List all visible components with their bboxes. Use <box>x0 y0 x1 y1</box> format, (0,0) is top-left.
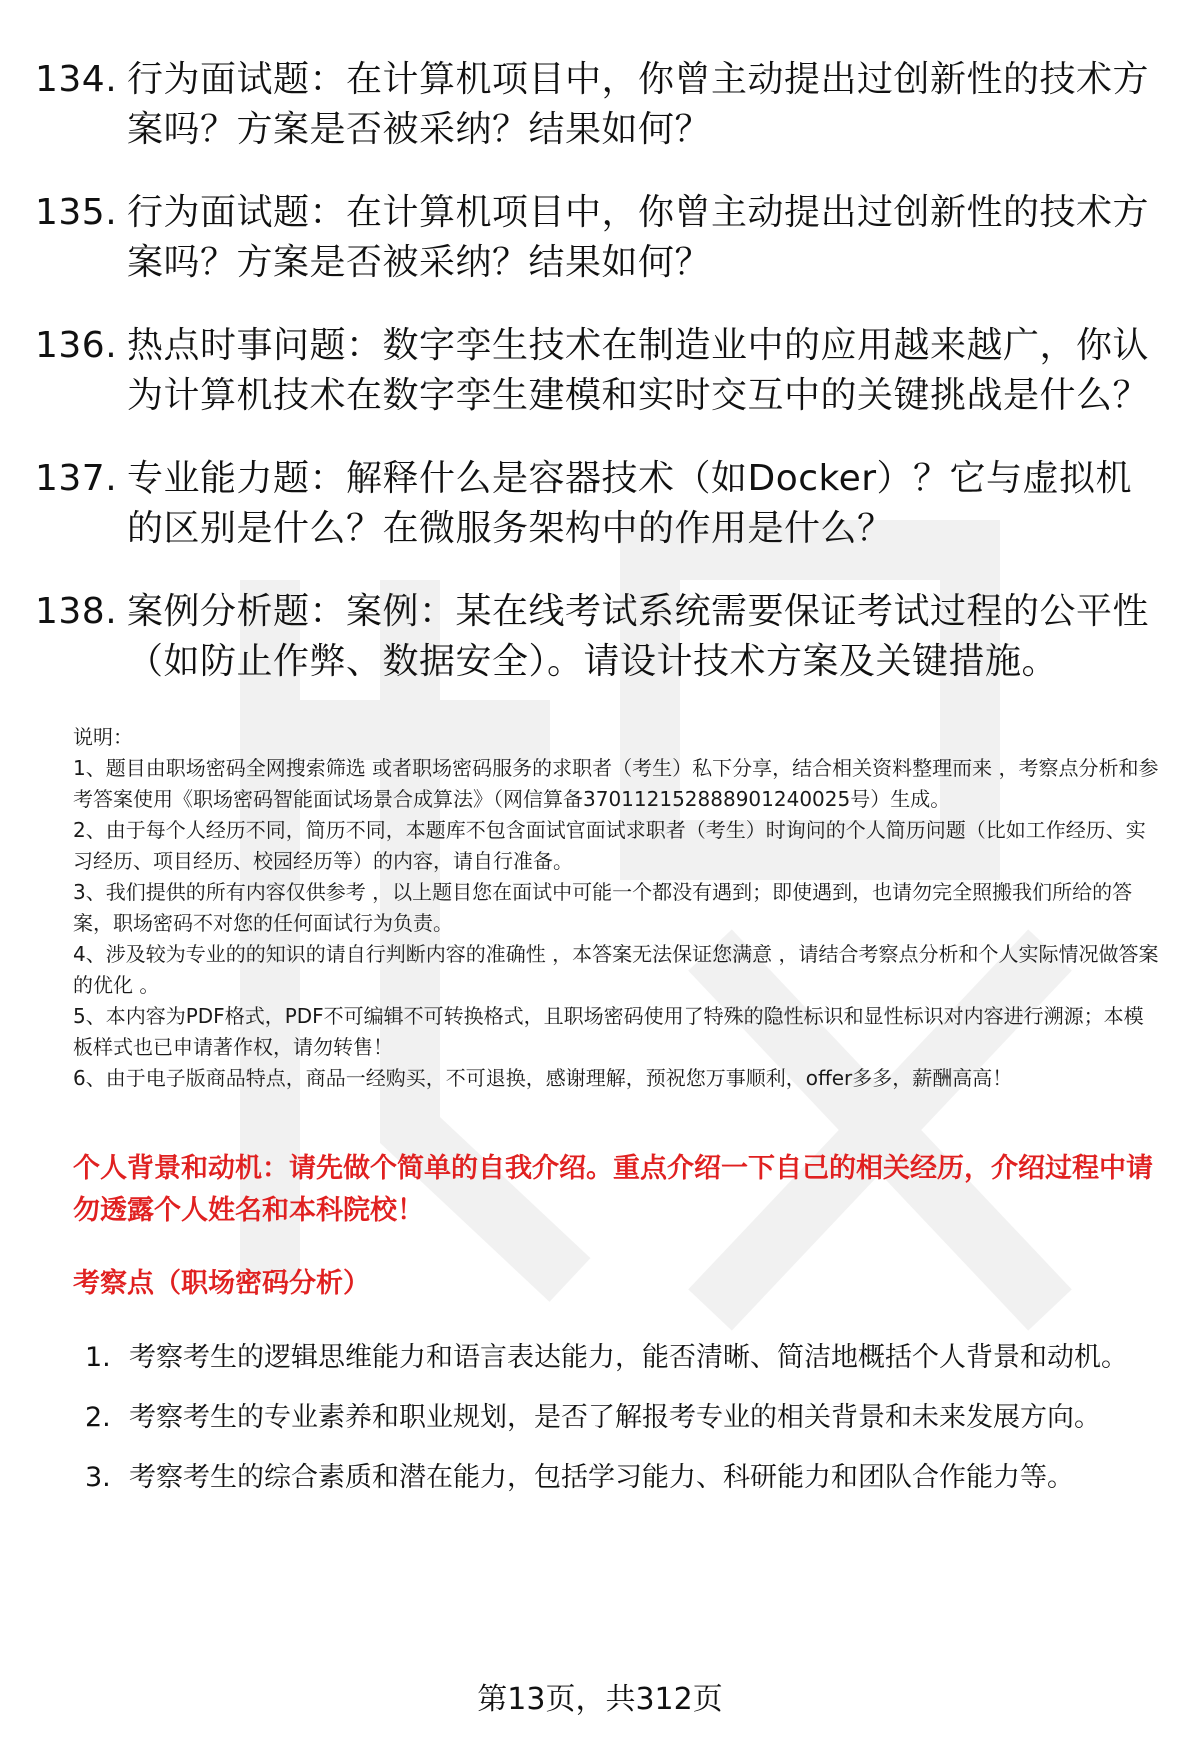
question-text: 案例分析题：案例：某在线考试系统需要保证考试过程的公平性（如防止作弊、数据安全）。请设计技术方案及关键措施。 <box>127 591 1150 682</box>
note-item: 3、我们提供的所有内容仅供参考 ，以上题目您在面试中可能一个都没有遇到；即使遇到，也请勿完全照搬我们所给的答案，职场密码不对您的任何面试行为负责。 <box>73 880 1133 935</box>
point-number: 2. <box>85 1402 111 1433</box>
analysis-points <box>73 1328 1163 1508</box>
list-item <box>73 1448 1163 1508</box>
point-number: 3. <box>85 1462 111 1493</box>
question-item <box>35 454 1165 554</box>
question-number: 135. <box>35 192 118 233</box>
question-item <box>35 587 1165 687</box>
question-text: 行为面试题：在计算机项目中，你曾主动提出过创新性的技术方案吗？方案是否被采纳？结果如何？ <box>127 192 1150 283</box>
point-text: 考察考生的综合素质和潜在能力，包括学习能力、科研能力和团队合作能力等。 <box>129 1462 1074 1493</box>
analysis-heading: 考察点（职场密码分析） <box>73 1268 370 1299</box>
question-text: 专业能力题：解释什么是容器技术（如Docker）？它与虚拟机的区别是什么？在微服务架构中的作用是什么？ <box>127 458 1133 549</box>
question-text: 行为面试题：在计算机项目中，你曾主动提出过创新性的技术方案吗？方案是否被采纳？结果如何？ <box>127 59 1150 150</box>
notes-section <box>73 722 1163 1094</box>
question-number: 137. <box>35 458 118 499</box>
question-item <box>35 55 1165 155</box>
note-item: 4、涉及较为专业的的知识的请自行判断内容的准确性 ，本答案无法保证您满意 ，请结合考察点分析和个人实际情况做答案的优化 。 <box>73 942 1159 997</box>
notes-title: 说明： <box>73 725 133 749</box>
list-item <box>73 1328 1163 1388</box>
intro-question: 个人背景和动机：请先做个简单的自我介绍。重点介绍一下自己的相关经历，介绍过程中请勿透露个人姓名和本科院校！ <box>73 1153 1153 1226</box>
note-item: 1、题目由职场密码全网搜索筛选 或者职场密码服务的求职者（考生）私下分享，结合相关资料整理而来 ，考察点分析和参考答案使用《职场密码智能面试场景合成算法》（网信算备370112152888901240025号）生成。 <box>73 756 1159 811</box>
list-item <box>73 1388 1163 1448</box>
note-item: 6、由于电子版商品特点，商品一经购买，不可退换，感谢理解，预祝您万事顺利，offer多多，薪酬高高！ <box>73 1066 1013 1090</box>
question-item <box>35 321 1165 421</box>
question-item <box>35 188 1165 288</box>
question-number: 134. <box>35 59 118 100</box>
point-text: 考察考生的专业素养和职业规划，是否了解报考专业的相关背景和未来发展方向。 <box>129 1402 1101 1433</box>
question-number: 138. <box>35 591 118 632</box>
question-number: 136. <box>35 325 118 366</box>
note-item: 2、由于每个人经历不同，简历不同，本题库不包含面试官面试求职者（考生）时询问的个人简历问题（比如工作经历、实习经历、项目经历、校园经历等）的内容，请自行准备。 <box>73 818 1146 873</box>
point-text: 考察考生的逻辑思维能力和语言表达能力，能否清晰、简洁地概括个人背景和动机。 <box>129 1342 1128 1373</box>
question-text: 热点时事问题：数字孪生技术在制造业中的应用越来越广，你认为计算机技术在数字孪生建模和实时交互中的关键挑战是什么？ <box>127 325 1150 416</box>
point-number: 1. <box>85 1342 111 1373</box>
page-number: 第13页，共312页 <box>477 1682 723 1717</box>
note-item: 5、本内容为PDF格式，PDF不可编辑不可转换格式，且职场密码使用了特殊的隐性标识和显性标识对内容进行溯源；本模板样式也已申请著作权，请勿转售！ <box>73 1004 1144 1059</box>
